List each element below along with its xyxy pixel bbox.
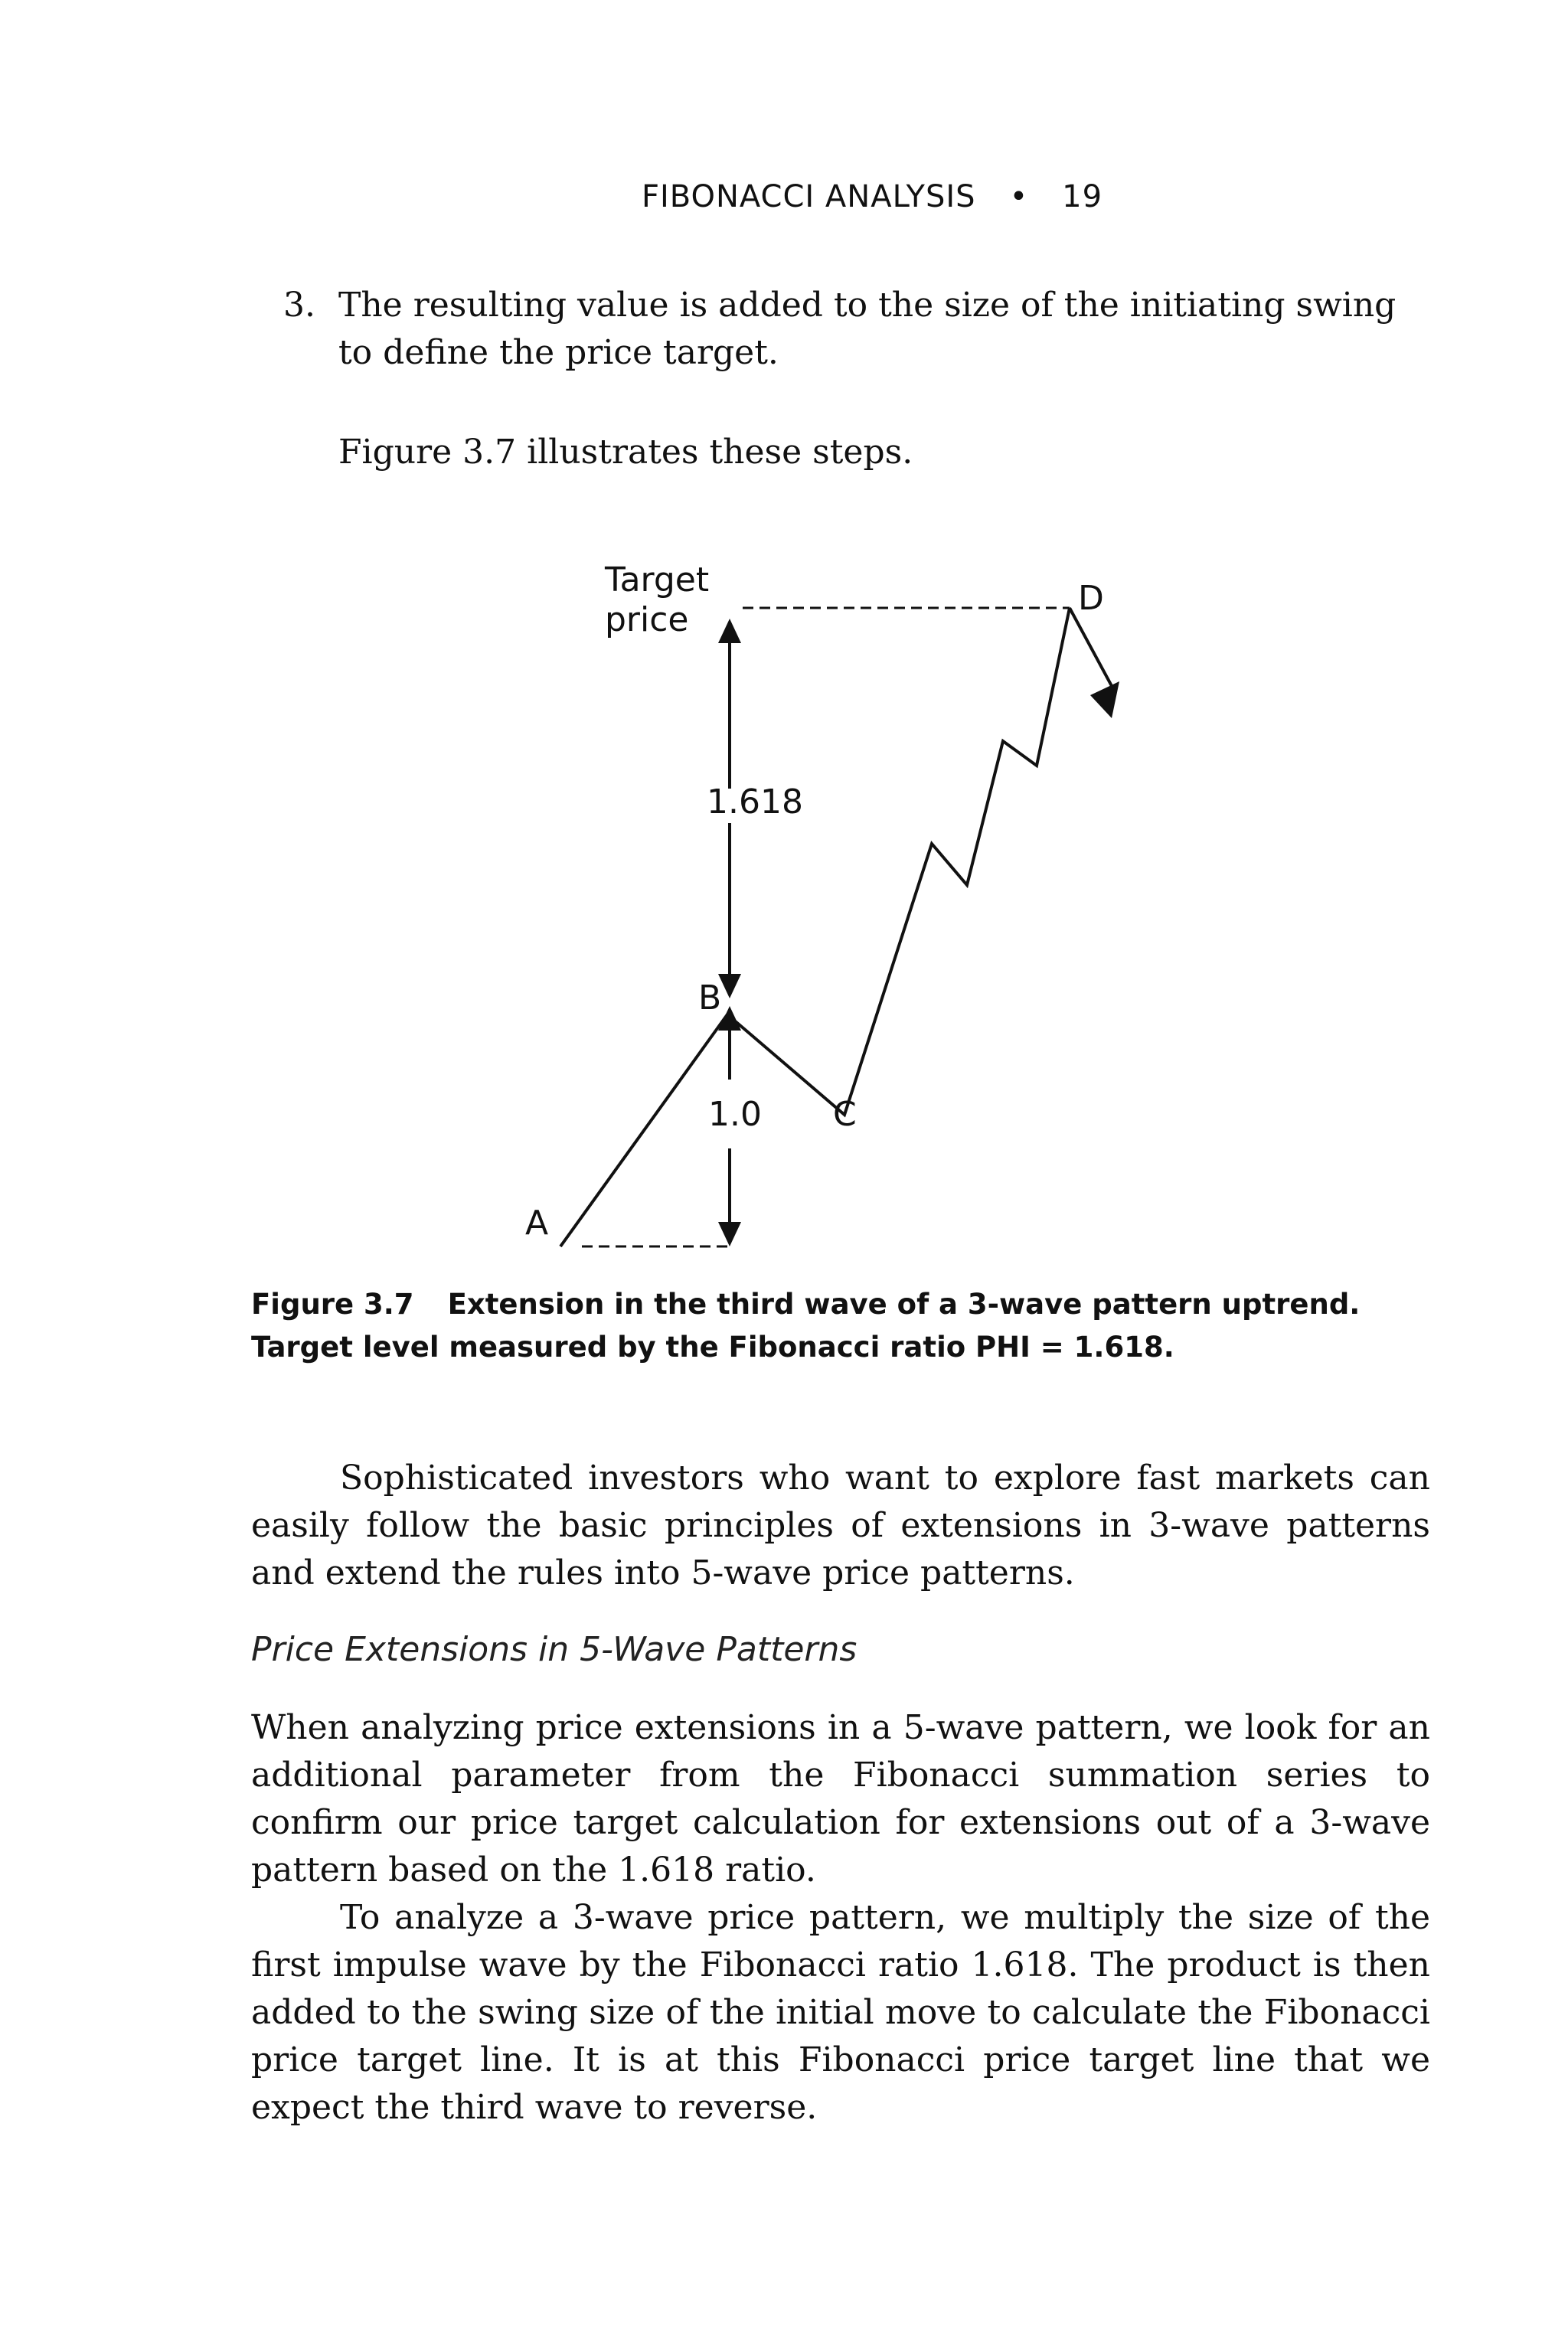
point-label-d: D bbox=[1078, 579, 1104, 618]
down-arrowhead-b bbox=[718, 974, 741, 998]
list-item-number: 3. bbox=[283, 286, 315, 325]
reversal-arrow-line bbox=[1070, 608, 1112, 686]
page-number: 19 bbox=[1062, 179, 1103, 214]
running-head bbox=[0, 179, 1568, 214]
target-label-line1: Target bbox=[605, 560, 710, 599]
down-arrowhead-base bbox=[718, 1222, 741, 1246]
up-arrowhead-b bbox=[718, 1006, 741, 1031]
section-body bbox=[251, 1704, 1430, 2132]
paragraph-text: Sophisticated investors who want to explore fast markets can easily follow the basic principles of extensions in 3-wave patterns and extend the rules into 5-wave price patterns. bbox=[251, 1459, 1430, 1592]
figure-caption bbox=[251, 1283, 1430, 1369]
wave-diagram bbox=[490, 559, 1179, 1286]
reversal-arrow-head bbox=[1090, 681, 1119, 718]
running-head-bullet: • bbox=[1009, 179, 1029, 214]
ratio-label-1-618: 1.618 bbox=[707, 782, 803, 822]
caption-label: Figure 3.7 bbox=[251, 1288, 414, 1321]
price-wave-path bbox=[560, 608, 1070, 1246]
list-item-text: The resulting value is added to the size of the initiating swing to define the price target. bbox=[338, 286, 1396, 372]
up-arrowhead-target bbox=[718, 619, 741, 643]
point-label-c: C bbox=[833, 1095, 857, 1134]
figure-intro-text: Figure 3.7 illustrates these steps. bbox=[338, 433, 913, 472]
target-label-line2: price bbox=[605, 600, 689, 639]
point-label-b: B bbox=[698, 978, 722, 1018]
figure-3-7 bbox=[490, 559, 1179, 1286]
section-paragraph-2: To analyze a 3-wave price pattern, we multiply the size of the first impulse wave by the Fibonacci ratio 1.618. The product is then added to the swing size of the initial move to calculate the Fibonacci price target line. It is at this Fibonacci price target line that we expect the third wave to reverse. bbox=[251, 1898, 1430, 2127]
running-head-title: FIBONACCI ANALYSIS bbox=[641, 179, 976, 214]
point-label-a: A bbox=[525, 1204, 549, 1243]
caption-text: Extension in the third wave of a 3-wave pattern uptrend. Target level measured by the Fibonacci ratio PHI = 1.618. bbox=[251, 1288, 1361, 1364]
body-paragraph-1 bbox=[251, 1455, 1430, 1597]
section-heading: Price Extensions in 5-Wave Patterns bbox=[251, 1630, 858, 1669]
section-paragraph-1: When analyzing price extensions in a 5-wave pattern, we look for an additional parameter from the Fibonacci summation series to confirm our price target calculation for extensions out of a 3-wave pattern based on the 1.618 ratio. bbox=[251, 1708, 1430, 1890]
ratio-label-1-0: 1.0 bbox=[708, 1095, 762, 1134]
